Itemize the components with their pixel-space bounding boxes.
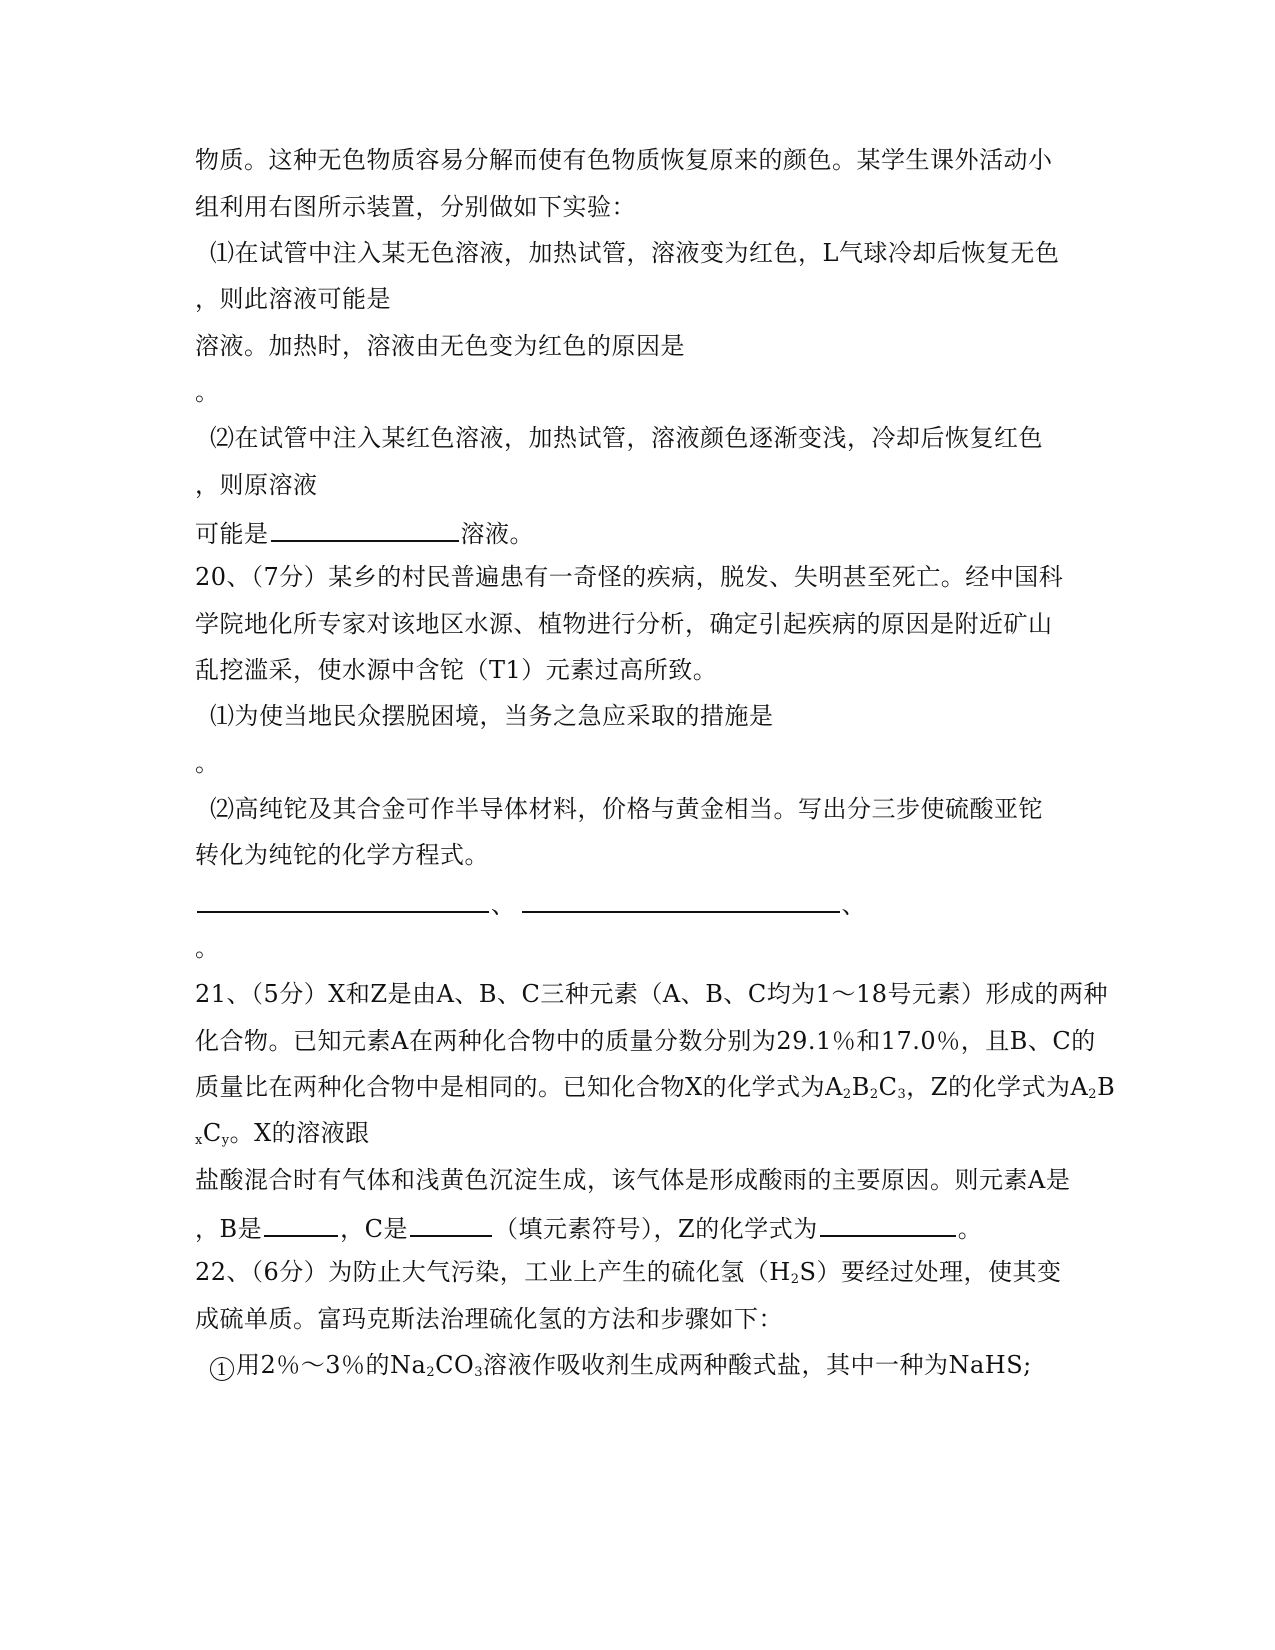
text-line: [195, 933, 220, 963]
text: CO: [435, 1351, 475, 1379]
text: 。: [195, 378, 220, 406]
subscript: x: [195, 1133, 203, 1148]
subscript: 2: [426, 1365, 436, 1380]
subscript: 2: [842, 1087, 852, 1102]
text: C: [202, 1119, 222, 1147]
text: 。: [195, 749, 220, 777]
text: S）要经过处理，使其变: [799, 1258, 1062, 1286]
text: 。X的溶液跟: [229, 1119, 370, 1147]
text: 。: [957, 1215, 983, 1243]
subscript: 2: [1088, 1087, 1098, 1102]
text-line: [195, 192, 636, 222]
text: B: [1097, 1073, 1116, 1101]
text: ，则原溶液: [195, 471, 318, 499]
text: 溶液。: [460, 520, 534, 548]
text: ⑵高纯铊及其合金可作半导体材料，价格与黄金相当。写出分三步使硫酸亚铊: [210, 795, 1043, 823]
text: ⑵在试管中注入某红色溶液，加热试管，溶液颜色逐渐变浅，冷却后恢复红色: [210, 424, 1043, 452]
text-line: [195, 1165, 1070, 1195]
subscript: y: [221, 1133, 230, 1148]
text-line: [195, 377, 220, 407]
text-line: [195, 609, 1053, 639]
text-line: [195, 748, 220, 778]
answer-blank[interactable]: [264, 1211, 338, 1237]
subscript: 2: [869, 1087, 879, 1102]
text-line: [195, 655, 717, 685]
text: 22、（6分）为防止大气污染，工业上产生的硫化氢（H: [195, 1258, 791, 1286]
answer-blank[interactable]: [410, 1211, 492, 1237]
text-line: [195, 470, 318, 500]
text-line: [195, 331, 685, 361]
text: 、: [491, 891, 516, 919]
text: （填元素符号），Z的化学式为: [494, 1215, 818, 1243]
subscript: 3: [474, 1365, 483, 1380]
equation-blanks: [195, 887, 866, 920]
text: 化合物。已知元素A在两种化合物中的质量分数分别为29.1％和17.0％，且B、C的: [195, 1027, 1096, 1055]
text-line: [195, 840, 489, 870]
text: 学院地化所专家对该地区水源、植物进行分析，确定引起疾病的原因是附近矿山: [195, 610, 1053, 638]
text: 组利用右图所示装置，分别做如下实验：: [195, 193, 636, 221]
text: 盐酸混合时有气体和浅黄色沉淀生成，该气体是形成酸雨的主要原因。则元素A是: [195, 1166, 1071, 1194]
text: 转化为纯铊的化学方程式。: [195, 841, 489, 869]
circled-number: 1: [210, 1357, 234, 1381]
text: ⑴在试管中注入某无色溶液，加热试管，溶液变为红色，L气球冷却后恢复无色: [210, 239, 1060, 267]
question-20-part-1: [210, 701, 774, 731]
text: ，B是: [195, 1215, 263, 1243]
text: 、: [841, 891, 866, 919]
text: ，Z的化学式为A: [906, 1073, 1089, 1101]
answer-blank[interactable]: [271, 516, 459, 542]
text: 溶液。加热时，溶液由无色变为红色的原因是: [195, 332, 685, 360]
text-line: [195, 284, 391, 314]
question-19-part-1: [210, 238, 1059, 268]
text: 质量比在两种化合物中是相同的。已知化合物X的化学式为A: [195, 1073, 843, 1101]
text-line: [195, 1211, 982, 1244]
text: 可能是: [195, 520, 269, 548]
text: B: [851, 1073, 870, 1101]
text-line: [195, 1304, 783, 1334]
subscript: 3: [897, 1087, 907, 1102]
text: C: [878, 1073, 898, 1101]
text-line: [195, 145, 1053, 175]
text-line: [195, 1118, 370, 1148]
text: 物质。这种无色物质容易分解而使有色物质恢复原来的颜色。某学生课外活动小: [195, 146, 1053, 174]
text: ，C是: [340, 1215, 409, 1243]
text: 溶液作吸收剂生成两种酸式盐，其中一种为NaHS;: [482, 1351, 1032, 1379]
question-22-heading: [195, 1257, 1061, 1287]
text-line: [195, 1072, 1115, 1102]
answer-blank[interactable]: [820, 1211, 956, 1237]
answer-blank[interactable]: [197, 887, 489, 913]
text: 。: [195, 934, 220, 962]
question-22-step-1: [210, 1350, 1032, 1381]
question-20-heading: [195, 562, 1063, 592]
text: 用2％～3％的Na: [236, 1351, 427, 1379]
text: ⑴为使当地民众摆脱困境，当务之急应采取的措施是: [210, 702, 774, 730]
text: 20、（7分）某乡的村民普遍患有一奇怪的疾病，脱发、失明甚至死亡。经中国科: [195, 563, 1064, 591]
question-20-part-2: [210, 794, 1043, 824]
text-line: [195, 1026, 1096, 1056]
text: 乱挖滥采，使水源中含铊（T1）元素过高所致。: [195, 656, 718, 684]
text: 成硫单质。富玛克斯法治理硫化氢的方法和步骤如下：: [195, 1305, 783, 1333]
text: ，则此溶液可能是: [195, 285, 391, 313]
text-line: [195, 516, 534, 549]
question-21-heading: [195, 979, 1108, 1009]
text: 21、（5分）X和Z是由A、B、C三种元素（A、B、C均为1～18号元素）形成的两种: [195, 980, 1109, 1008]
answer-blank[interactable]: [522, 887, 840, 913]
subscript: 2: [790, 1272, 800, 1287]
question-19-part-2: [210, 423, 1043, 453]
